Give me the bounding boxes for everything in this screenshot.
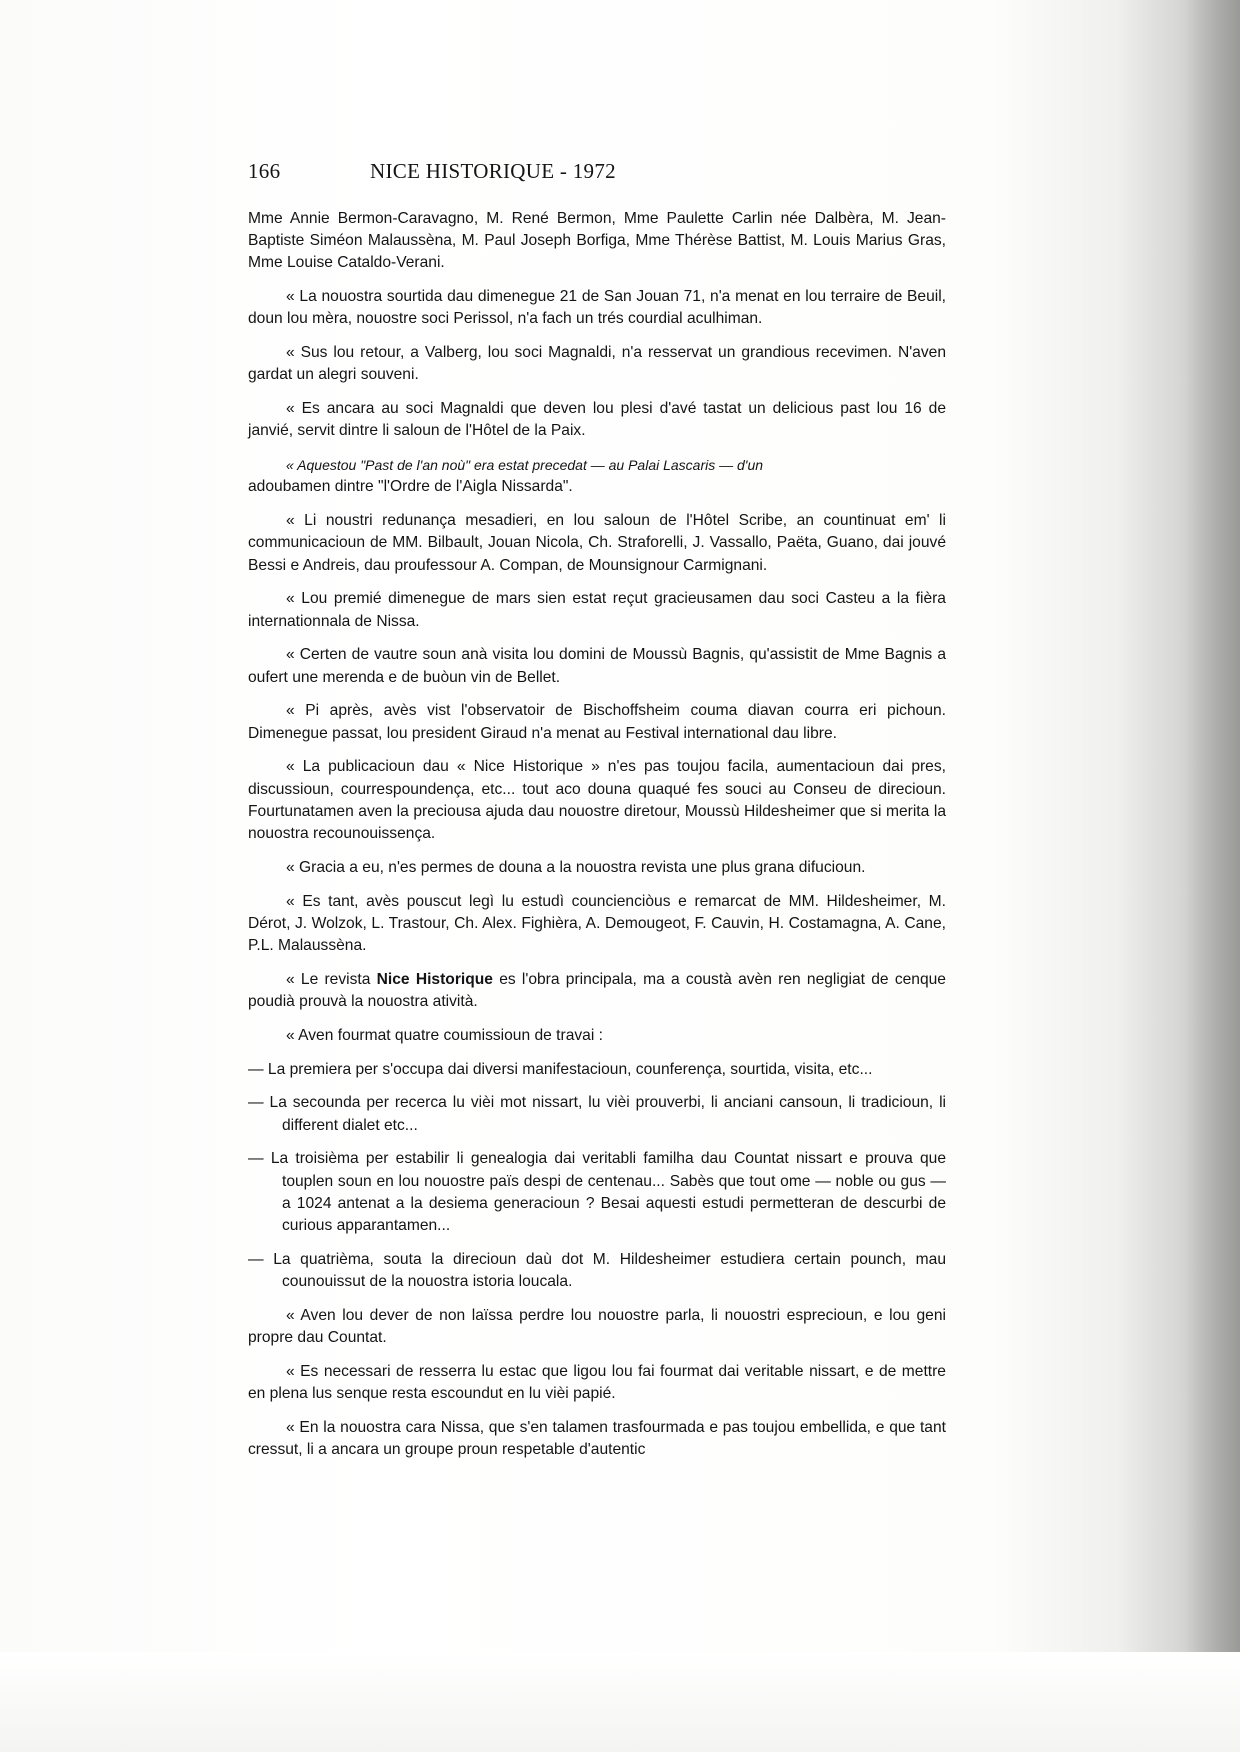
paragraph: Mme Annie Bermon-Caravagno, M. René Bermon, Mme Paulette Carlin née Dalbèra, M. Jean-Baptiste Siméon Malaussèna, M. Paul Joseph Borfiga, Mme Thérèse Battist, M. Louis Marius Gras, Mme Louise Cataldo-Verani.	[248, 210, 946, 272]
page-number: 166	[248, 158, 281, 183]
paragraph: « Es necessari de resserra lu estac que ligou lou fai fourmat dai veritable nissart, e de mettre en plena lus senque resta escoundut en lu vièi papié.	[248, 1362, 946, 1403]
running-title: NICE HISTORIQUE - 1972	[370, 158, 616, 183]
body-text	[248, 208, 946, 1461]
paragraph: « Li noustri redunança mesadieri, en lou saloun de l'Hôtel Scribe, an countinuat em' li communicacioun de MM. Bilbault, Jouan Nicola, Ch. Straforelli, J. Vassallo, Paëta, Guano, dai jouvé Bessi e Andreis, dau proufessour A. Compan, de Mounsignour Carmignani.	[248, 512, 946, 574]
paragraph: « Aven fourmat quatre coumissioun de travai :	[286, 1026, 603, 1044]
paragraph: « Gracia a eu, n'es permes de douna a la nouostra revista une plus grana difucioun.	[286, 858, 866, 876]
dash-list-item: — La premiera per s'occupa dai diversi manifestacioun, counferença, sourtida, visita, etc...	[248, 1060, 873, 1078]
running-header	[248, 156, 946, 186]
paragraph: « En la nouostra cara Nissa, que s'en talamen trasfourmada e pas toujou embellida, e que tant cressut, li a ancara un groupe proun respetable d'autentic	[248, 1418, 946, 1459]
paragraph-italic: « Aquestou "Past de l'an noù" era estat precedat — au Palai Lascaris — d'un	[286, 457, 764, 474]
page-bottom-margin	[0, 1652, 1240, 1752]
paragraph: « Es tant, avès pouscut legì lu estudì councienciòus e remarcat de MM. Hildesheimer, M. Dérot, J. Wolzok, L. Trastour, Ch. Alex. Fighièra, A. Demougeot, F. Cauvin, H. Costamagna, A. Cane, P.L. Malaussèna.	[248, 892, 946, 955]
paragraph: « Es ancara au soci Magnaldi que deven lou plesi d'avé tastat un delicious past lou 16 de janvié, servit dintre li saloun de l'Hôtel de la Paix.	[248, 400, 946, 440]
paragraph: « La publicacioun dau « Nice Historique » n'es pas toujou facila, aumentacioun dai pres, discussioun, courrespoundença, etc... tout aco douna quaqué fes souci au Conseu de direcioun. Fourtunatamen aven la preciousa ajuda dau nouostre diretour, Moussù Hildesheimer que si merita la nouostra recounouissença.	[248, 758, 946, 843]
dash-list-item: — La quatrièma, souta la direcioun daù dot M. Hildesheimer estudiera certain pounch, mau counouissut de la nouostra istoria loucala.	[248, 1250, 946, 1291]
paragraph: « Pi après, avès vist l'observatoir de Bischoffsheim couma diavan courra eri pichoun. Dimenegue passat, lou president Giraud n'a menat au Festival international dau libre.	[248, 702, 946, 742]
dash-list-item: — La troisièma per estabilir li genealogia dai veritabli familha dau Countat nissart e prouva que touplen soun en lou nouostre païs despi de centenau... Sabès que tout ome — noble ou gus — a 1024 antenat a la desiema generacioun ? Besai aquesti estudi permetteran de descurbi de curious apparantamen...	[248, 1150, 946, 1235]
paragraph: « Aven lou dever de non laïssa perdre lou nouostre parla, li nouostri esprecioun, e lou geni propre dau Countat.	[248, 1306, 946, 1347]
paragraph: « Lou premié dimenegue de mars sien estat reçut gracieusamen dau soci Casteu a la fièra internationnala de Nissa.	[248, 590, 946, 630]
paragraph: « La nouostra sourtida dau dimenegue 21 de San Jouan 71, n'a menat en lou terraire de Beuil, doun lou mèra, nouostre soci Perissol, n'a fach un trés courdial aculhiman.	[248, 288, 946, 328]
paragraph	[248, 969, 946, 1013]
document-page	[248, 156, 946, 1473]
paragraph: « Sus lou retour, a Valberg, lou soci Magnaldi, n'a resservat un grandious recevimen. N'aven gardat un alegri souveni.	[248, 344, 946, 384]
paragraph: adoubamen dintre "l'Ordre de l'Aigla Nissarda".	[248, 478, 573, 496]
text-run: « Le revista	[286, 970, 377, 988]
dash-list-item: — La secounda per recerca lu vièi mot nissart, lu vièi prouverbi, li anciani cansoun, li tradicioun, li different dialet etc...	[248, 1094, 946, 1134]
page-edge-shadow	[1118, 0, 1240, 1752]
paragraph: « Certen de vautre soun anà visita lou domini de Moussù Bagnis, qu'assistit de Mme Bagnis a oufert une merenda e de buòun vin de Bellet.	[248, 646, 946, 686]
bold-journal-title: Nice Historique	[376, 970, 493, 988]
text-run: es l'obra principala, ma a coustà avèn ren negligiat de cenque poudià prouvà la nouostra atività.	[248, 970, 946, 1011]
